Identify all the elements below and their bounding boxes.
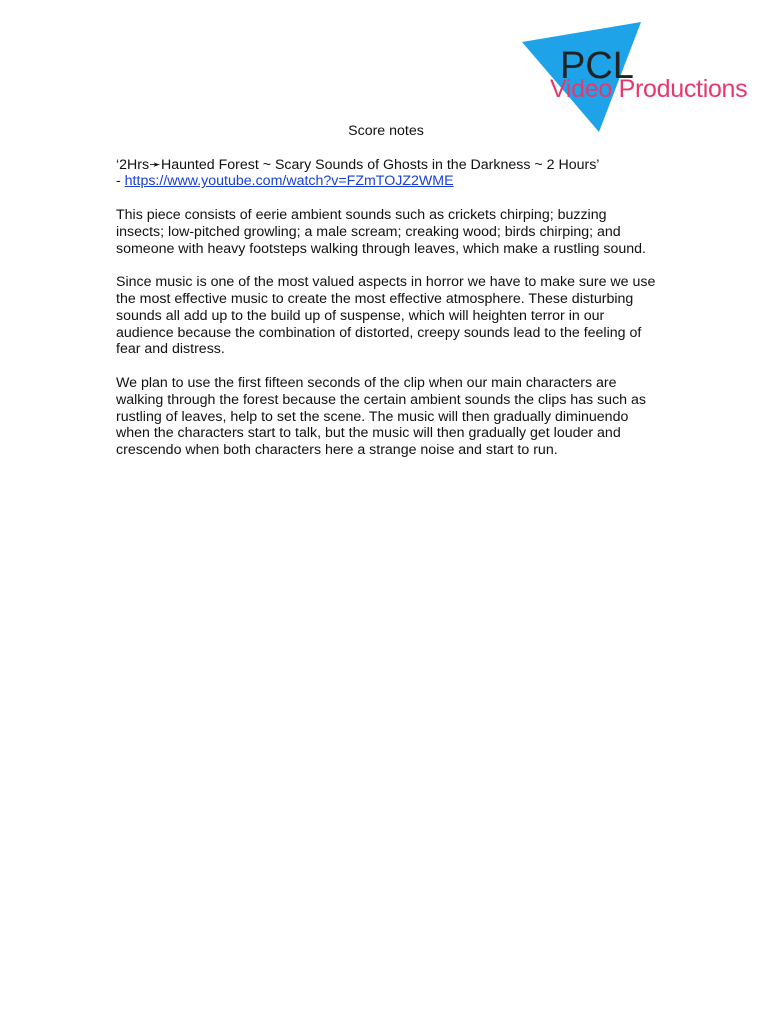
clip-title: ‘2Hrs➛Haunted Forest ~ Scary Sounds of Ghosts in the Darkness ~ 2 Hours’: [116, 156, 600, 173]
document-title: [116, 123, 656, 140]
paragraph-usage-plan: We plan to use the first fifteen seconds of the clip when our main characters are walking through the forest because the certain ambient sounds the clips has such as rustling of leaves, help to set the scene. The music will then gradually diminuendo when the characters start to talk, but the music will then gradually get louder and crescendo when both characters here a strange noise and start to run.: [116, 374, 646, 459]
clip-reference: [116, 157, 656, 191]
paragraph-sounds: This piece consists of eerie ambient sounds such as crickets chirping; buzzing insects; low-pitched growling; a male scream; creaking wood; birds chirping; and someone with heavy footsteps walking through leaves, which make a rustling sound.: [116, 206, 646, 257]
youtube-link[interactable]: https://www.youtube.com/watch?v=FZmTOJZ2WME: [124, 173, 454, 190]
logo-pcl-text: PCL: [560, 45, 634, 87]
document-body: [116, 123, 656, 476]
paragraph-horror-music: Since music is one of the most valued aspects in horror we have to make sure we use the most effective music to create the most effective atmosphere. These disturbing sounds all add up to the build up of suspense, which will heighten terror in our audience because the combination of distorted, creepy sounds lead to the feeling of fear and distress.: [116, 274, 656, 358]
link-prefix: -: [116, 173, 125, 190]
company-logo: [520, 20, 750, 135]
document-title-text: Score notes: [348, 123, 424, 139]
logo-subtitle: Video Productions: [550, 75, 748, 103]
